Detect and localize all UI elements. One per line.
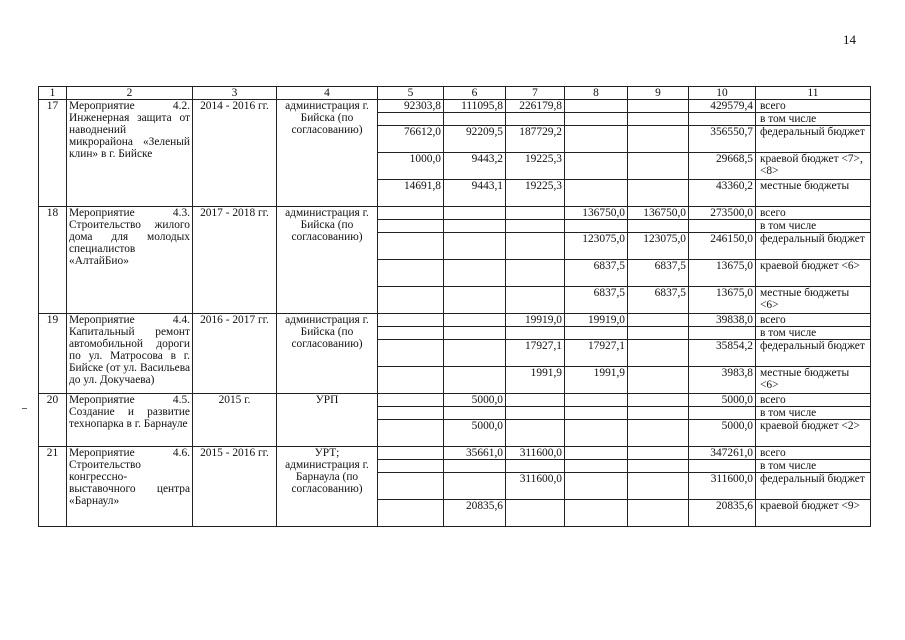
value-cell-col10: 29668,5: [689, 153, 756, 180]
value-cell-col8: [565, 100, 628, 113]
activity-name: Мероприятие 4.2. Инженерная защита от наводнений микрорайона «Зеленый клин» в г. Бийске: [67, 100, 193, 207]
value-cell-col9: 123075,0: [628, 233, 689, 260]
value-cell-col5: [378, 394, 444, 407]
value-cell-col8: [565, 407, 628, 420]
table-row: [39, 207, 871, 220]
margin-mark: [22, 408, 27, 409]
value-cell-col6: 35661,0: [444, 447, 506, 460]
value-cell-col6: [444, 340, 506, 367]
value-cell-col6: [444, 367, 506, 394]
value-cell-col9: [628, 327, 689, 340]
executor: администрация г. Бийска (по согласованию): [277, 100, 378, 207]
value-cell-col10: 429579,4: [689, 100, 756, 113]
value-cell-col9: [628, 153, 689, 180]
value-cell-col9: 6837,5: [628, 260, 689, 287]
value-cell-col8: [565, 500, 628, 527]
value-cell-col7: [506, 407, 565, 420]
value-cell-col9: [628, 367, 689, 394]
value-cell-col6: [444, 220, 506, 233]
table-row: [39, 314, 871, 327]
value-cell-col10: 43360,2: [689, 180, 756, 207]
value-cell-col5: [378, 287, 444, 314]
value-cell-col9: [628, 394, 689, 407]
value-cell-col10: 13675,0: [689, 287, 756, 314]
value-cell-col6: [444, 473, 506, 500]
value-cell-col9: [628, 220, 689, 233]
activity-name: Мероприятие 4.3. Строительство жилого дома для молодых специалистов «АлтайБио»: [67, 207, 193, 314]
column-header-11: 11: [756, 87, 871, 100]
executor: УРП: [277, 394, 378, 447]
value-cell-col9: [628, 180, 689, 207]
value-cell-col10: [689, 327, 756, 340]
value-cell-col5: 14691,8: [378, 180, 444, 207]
period: 2015 г.: [193, 394, 277, 447]
value-cell-col7: [506, 394, 565, 407]
column-header-7: 7: [506, 87, 565, 100]
value-cell-col6: [444, 207, 506, 220]
value-cell-col9: [628, 113, 689, 126]
value-cell-col6: 111095,8: [444, 100, 506, 113]
value-cell-col5: [378, 420, 444, 447]
value-cell-col8: 6837,5: [565, 287, 628, 314]
period: 2016 - 2017 гг.: [193, 314, 277, 394]
value-cell-col5: [378, 260, 444, 287]
funding-source-label: федеральный бюджет: [756, 340, 871, 367]
value-cell-col8: 1991,9: [565, 367, 628, 394]
row-number: 20: [39, 394, 67, 447]
activity-name: Мероприятие 4.4. Капитальный ремонт автомобильной дороги по ул. Матросова в г. Бийске (от ул. Васильева до ул. Докучаева): [67, 314, 193, 394]
value-cell-col5: [378, 473, 444, 500]
funding-source-label: всего: [756, 447, 871, 460]
column-header-3: 3: [193, 87, 277, 100]
row-number: 18: [39, 207, 67, 314]
funding-source-label: местные бюджеты <6>: [756, 367, 871, 394]
value-cell-col6: 20835,6: [444, 500, 506, 527]
value-cell-col9: [628, 340, 689, 367]
value-cell-col6: [444, 460, 506, 473]
value-cell-col10: 246150,0: [689, 233, 756, 260]
value-cell-col7: [506, 327, 565, 340]
funding-source-label: всего: [756, 100, 871, 113]
value-cell-col7: [506, 260, 565, 287]
value-cell-col7: [506, 500, 565, 527]
value-cell-col7: [506, 113, 565, 126]
value-cell-col8: [565, 113, 628, 126]
value-cell-col6: 9443,1: [444, 180, 506, 207]
column-header-4: 4: [277, 87, 378, 100]
value-cell-col6: [444, 287, 506, 314]
funding-source-label: краевой бюджет <6>: [756, 260, 871, 287]
funding-source-label: всего: [756, 394, 871, 407]
value-cell-col5: [378, 113, 444, 126]
program-activities-table: [38, 86, 871, 527]
value-cell-col10: 311600,0: [689, 473, 756, 500]
value-cell-col5: [378, 314, 444, 327]
activity-name: Мероприятие 4.5. Создание и развитие технопарка в г. Барнауле: [67, 394, 193, 447]
value-cell-col9: [628, 407, 689, 420]
value-cell-col8: 123075,0: [565, 233, 628, 260]
value-cell-col10: 5000,0: [689, 394, 756, 407]
value-cell-col10: 347261,0: [689, 447, 756, 460]
value-cell-col6: [444, 327, 506, 340]
value-cell-col5: [378, 220, 444, 233]
value-cell-col7: 187729,2: [506, 126, 565, 153]
value-cell-col8: [565, 460, 628, 473]
funding-source-label: краевой бюджет <9>: [756, 500, 871, 527]
funding-source-label: краевой бюджет <2>: [756, 420, 871, 447]
header-row: [39, 87, 871, 100]
value-cell-col5: 76612,0: [378, 126, 444, 153]
value-cell-col6: [444, 260, 506, 287]
value-cell-col10: [689, 460, 756, 473]
row-number: 19: [39, 314, 67, 394]
value-cell-col7: [506, 460, 565, 473]
value-cell-col9: [628, 473, 689, 500]
funding-source-label: в том числе: [756, 327, 871, 340]
value-cell-col8: [565, 180, 628, 207]
row-number: 17: [39, 100, 67, 207]
value-cell-col7: 19919,0: [506, 314, 565, 327]
value-cell-col7: [506, 233, 565, 260]
value-cell-col9: [628, 447, 689, 460]
column-header-5: 5: [378, 87, 444, 100]
funding-source-label: всего: [756, 314, 871, 327]
value-cell-col6: 5000,0: [444, 394, 506, 407]
value-cell-col10: 5000,0: [689, 420, 756, 447]
value-cell-col9: [628, 420, 689, 447]
value-cell-col5: 92303,8: [378, 100, 444, 113]
table-row: [39, 447, 871, 460]
value-cell-col7: 19225,3: [506, 153, 565, 180]
value-cell-col7: 311600,0: [506, 473, 565, 500]
funding-source-label: федеральный бюджет: [756, 126, 871, 153]
value-cell-col9: [628, 460, 689, 473]
value-cell-col7: 17927,1: [506, 340, 565, 367]
column-header-1: 1: [39, 87, 67, 100]
value-cell-col5: [378, 407, 444, 420]
value-cell-col6: [444, 233, 506, 260]
value-cell-col10: 273500,0: [689, 207, 756, 220]
value-cell-col5: [378, 447, 444, 460]
funding-source-label: в том числе: [756, 113, 871, 126]
funding-source-label: всего: [756, 207, 871, 220]
value-cell-col9: [628, 126, 689, 153]
value-cell-col7: [506, 420, 565, 447]
value-cell-col9: [628, 314, 689, 327]
value-cell-col7: [506, 220, 565, 233]
value-cell-col6: 9443,2: [444, 153, 506, 180]
value-cell-col9: [628, 500, 689, 527]
value-cell-col7: [506, 207, 565, 220]
column-header-2: 2: [67, 87, 193, 100]
funding-source-label: федеральный бюджет: [756, 233, 871, 260]
value-cell-col10: [689, 407, 756, 420]
value-cell-col6: 5000,0: [444, 420, 506, 447]
period: 2015 - 2016 гг.: [193, 447, 277, 527]
value-cell-col8: 6837,5: [565, 260, 628, 287]
value-cell-col5: [378, 367, 444, 394]
value-cell-col5: [378, 233, 444, 260]
value-cell-col8: [565, 394, 628, 407]
value-cell-col9: 6837,5: [628, 287, 689, 314]
value-cell-col8: [565, 420, 628, 447]
table-body: [39, 87, 871, 527]
column-header-9: 9: [628, 87, 689, 100]
funding-source-label: местные бюджеты: [756, 180, 871, 207]
value-cell-col10: [689, 220, 756, 233]
column-header-8: 8: [565, 87, 628, 100]
value-cell-col9: 136750,0: [628, 207, 689, 220]
value-cell-col8: [565, 220, 628, 233]
funding-source-label: федеральный бюджет: [756, 473, 871, 500]
column-header-10: 10: [689, 87, 756, 100]
funding-source-label: в том числе: [756, 460, 871, 473]
value-cell-col8: 17927,1: [565, 340, 628, 367]
funding-source-label: краевой бюджет <7>, <8>: [756, 153, 871, 180]
value-cell-col10: 35854,2: [689, 340, 756, 367]
value-cell-col7: 19225,3: [506, 180, 565, 207]
value-cell-col10: 3983,8: [689, 367, 756, 394]
executor: администрация г. Бийска (по согласованию): [277, 314, 378, 394]
value-cell-col6: 92209,5: [444, 126, 506, 153]
value-cell-col5: 1000,0: [378, 153, 444, 180]
value-cell-col8: [565, 327, 628, 340]
value-cell-col8: [565, 473, 628, 500]
page-number: 14: [843, 32, 856, 47]
table-row: [39, 100, 871, 113]
value-cell-col8: 19919,0: [565, 314, 628, 327]
value-cell-col8: [565, 447, 628, 460]
value-cell-col5: [378, 327, 444, 340]
funding-source-label: местные бюджеты <6>: [756, 287, 871, 314]
value-cell-col10: 356550,7: [689, 126, 756, 153]
value-cell-col7: [506, 287, 565, 314]
funding-source-label: в том числе: [756, 407, 871, 420]
value-cell-col8: 136750,0: [565, 207, 628, 220]
executor: УРТ; администрация г. Барнаула (по согласованию): [277, 447, 378, 527]
value-cell-col8: [565, 153, 628, 180]
value-cell-col6: [444, 314, 506, 327]
funding-source-label: в том числе: [756, 220, 871, 233]
value-cell-col5: [378, 340, 444, 367]
period: 2014 - 2016 гг.: [193, 100, 277, 207]
value-cell-col10: 13675,0: [689, 260, 756, 287]
value-cell-col7: 226179,8: [506, 100, 565, 113]
value-cell-col7: 1991,9: [506, 367, 565, 394]
executor: администрация г. Бийска (по согласованию): [277, 207, 378, 314]
row-number: 21: [39, 447, 67, 527]
column-header-6: 6: [444, 87, 506, 100]
value-cell-col5: [378, 500, 444, 527]
activity-name: Мероприятие 4.6. Строительство конгрессно-выставочного центра «Барнаул»: [67, 447, 193, 527]
value-cell-col9: [628, 100, 689, 113]
value-cell-col10: 39838,0: [689, 314, 756, 327]
value-cell-col5: [378, 207, 444, 220]
value-cell-col7: 311600,0: [506, 447, 565, 460]
value-cell-col6: [444, 407, 506, 420]
value-cell-col10: [689, 113, 756, 126]
value-cell-col5: [378, 460, 444, 473]
period: 2017 - 2018 гг.: [193, 207, 277, 314]
value-cell-col10: 20835,6: [689, 500, 756, 527]
table-row: [39, 394, 871, 407]
value-cell-col6: [444, 113, 506, 126]
value-cell-col8: [565, 126, 628, 153]
